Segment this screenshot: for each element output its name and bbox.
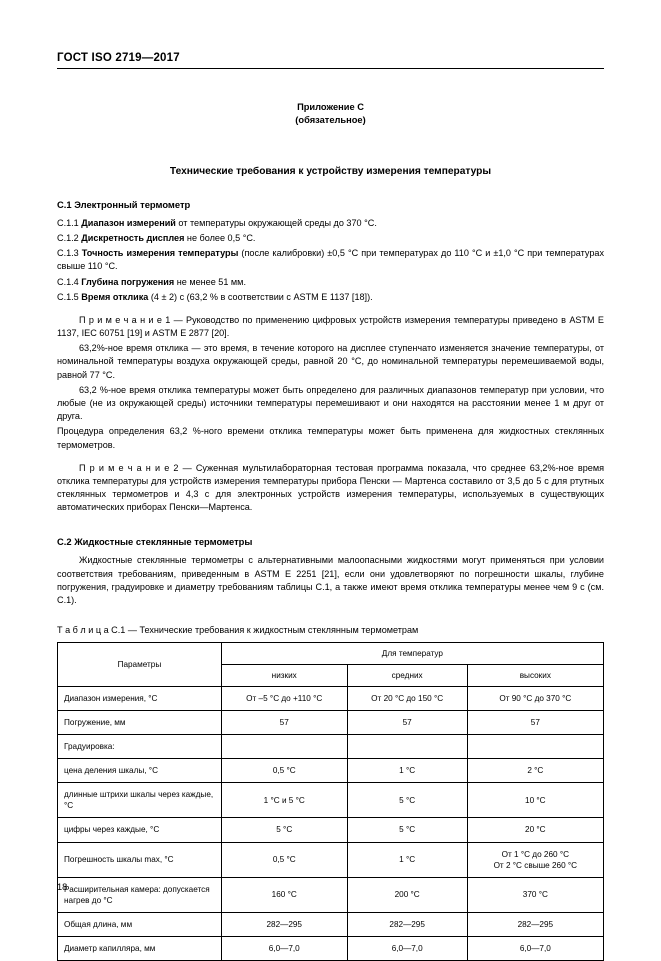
cell-value-high: 10 °С: [467, 783, 603, 818]
table-row: [58, 936, 604, 960]
clause-c1-3: С.1.3 Точность измерения температуры (после калибровки) ±0,5 °С при температурах до 110 °С и ±1,0 °С при температурах свыше 110 °С.: [57, 248, 605, 272]
cell-value-mid: 5 °С: [347, 818, 467, 842]
cell-value-mid: От 20 °С до 150 °С: [347, 687, 467, 711]
annex-subtitle: (обязательное): [295, 115, 366, 126]
annex-title: Приложение С: [297, 102, 364, 112]
clause-c1-4-term: Глубина погружения: [81, 276, 175, 287]
table-row: [58, 783, 604, 818]
table-header-col-high: высоких: [467, 665, 603, 687]
cell-value-mid: 200 °С: [347, 877, 467, 912]
clause-c1-1-term: Диапазон измерений: [81, 217, 176, 228]
paragraph-c1-b: 63,2 %-ное время отклика температуры может быть определено для различных диапазонов температур при условии, что любые (не из окружающей среды) источники температуры перемешивают и они находятся на расстоянии менее 1 м друг от друга.: [57, 384, 604, 422]
standard-header: ГОСТ ISO 2719—2017: [57, 52, 604, 69]
table-body: [58, 687, 604, 961]
cell-value-mid: 57: [347, 711, 467, 735]
clause-c1-5-term: Время отклика: [81, 291, 149, 302]
annex-label: [57, 101, 604, 128]
cell-value-low: 0,5 °С: [221, 842, 347, 877]
cell-param: Общая длина, мм: [58, 912, 222, 936]
cell-param: цифры через каждые, °С: [58, 818, 222, 842]
cell-value-high: 6,0—7,0: [467, 936, 603, 960]
cell-param: цена деления шкалы, °С: [58, 759, 222, 783]
section-heading-c1: С.1 Электронный термометр: [57, 198, 191, 210]
cell-value-mid: 282—295: [347, 912, 467, 936]
table-header-param: Параметры: [58, 643, 222, 687]
cell-value-high: [467, 842, 603, 877]
table-row: [58, 912, 604, 936]
cell-value-mid: 5 °С: [347, 783, 467, 818]
cell-value-low: 1 °С и 5 °С: [221, 783, 347, 818]
page-title: Технические требования к устройству измерения температуры: [169, 165, 492, 177]
cell-value-high: [467, 735, 603, 759]
cell-value-low: 282—295: [221, 912, 347, 936]
cell-value-low: 6,0—7,0: [221, 936, 347, 960]
clause-c1-1: С.1.1 Диапазон измерений от температуры окружающей среды до 370 °С.: [57, 217, 377, 228]
cell-value-high: 2 °С: [467, 759, 603, 783]
cell-value-low: 0,5 °С: [221, 759, 347, 783]
table-row: [58, 759, 604, 783]
clause-c1-4: С.1.4 Глубина погружения не менее 51 мм.: [57, 276, 246, 287]
clause-c1-2: С.1.2 Дискретность дисплея не более 0,5 °С.: [57, 233, 256, 244]
table-row: [58, 687, 604, 711]
requirements-table: [57, 642, 604, 961]
cell-value-low: 160 °С: [221, 877, 347, 912]
clause-c1-2-term: Дискретность дисплея: [81, 233, 185, 244]
cell-value-low: [221, 735, 347, 759]
cell-value-high-line1: От 1 °С до 260 °С: [501, 849, 570, 859]
note-2: П р и м е ч а н и е 2 — Суженная мультилабораторная тестовая программа показала, что среднее 63,2%-ное время отклика температуры для устройств измерения температуры прибора Пенски — Мартенса составило от 3,5 до 5 с для ртутных стеклянных термометров и 4,3 с для электронных устройств измерения температуры, используемых в существующих автоматических приборах Пенски—Мартенса.: [57, 462, 604, 513]
cell-param: длинные штрихи шкалы через каждые, °С: [58, 783, 222, 818]
note-1: П р и м е ч а н и е 1 — Руководство по применению цифровых устройств измерения температуры приведено в ASTM E 1137, IEC 60751 [19] и ASTM E 2877 [20].: [57, 314, 604, 339]
section-heading-c2: С.2 Жидкостные стеклянные термометры: [57, 536, 253, 548]
table-header-col-mid: средних: [347, 665, 467, 687]
clause-c1-3-term: Точность измерения температуры: [81, 248, 239, 259]
cell-param: Погружение, мм: [58, 711, 222, 735]
paragraph-c1-c: Процедура определения 63,2 %-ного времени отклика температуры может быть применена для жидкостных стеклянных термометров.: [57, 426, 604, 450]
clause-c1-5: С.1.5 Время отклика (4 ± 2) с (63,2 % в соответствии с ASTM E 1137 [18]).: [57, 291, 373, 302]
table-row: [58, 735, 604, 759]
cell-value-high: 370 °С: [467, 877, 603, 912]
cell-value-low: 57: [221, 711, 347, 735]
table-header-group: Для температур: [221, 643, 603, 665]
cell-value-high-line2: От 2 °С свыше 260 °С: [493, 860, 578, 870]
cell-value-high: 20 °С: [467, 818, 603, 842]
cell-value-mid: [347, 735, 467, 759]
table-row: [58, 711, 604, 735]
cell-value-mid: 1 °С: [347, 759, 467, 783]
table-row: [58, 877, 604, 912]
paragraph-c1-a: 63,2%-ное время отклика — это время, в течение которого на дисплее ступенчато изменяется значение температуры, от номинальной температуры воздуха окружающей среды, равной 20 °С, до номинальной температуры перемешиваемой воды, равной 77 °С.: [57, 343, 604, 380]
cell-value-mid: 6,0—7,0: [347, 936, 467, 960]
cell-param: Диаметр капилляра, мм: [58, 936, 222, 960]
cell-value-low: От –5 °С до +110 °С: [221, 687, 347, 711]
table-head: [58, 643, 604, 687]
table-caption: Т а б л и ц а С.1 — Технические требования к жидкостным стеклянным термометрам: [57, 625, 419, 636]
table-row: [58, 842, 604, 877]
cell-param: Расширительная камера: допускается нагрев до °С: [58, 877, 222, 912]
cell-value-high: 282—295: [467, 912, 603, 936]
cell-value-mid: 1 °С: [347, 842, 467, 877]
table-row: [58, 818, 604, 842]
page-number: 18: [57, 882, 68, 892]
page-content: [57, 52, 604, 961]
cell-value-low: 5 °С: [221, 818, 347, 842]
cell-param: Погрешность шкалы max, °С: [58, 842, 222, 877]
table-head-row-1: [58, 643, 604, 665]
cell-value-high: От 90 °С до 370 °С: [467, 687, 603, 711]
cell-param: Диапазон измерения, °С: [58, 687, 222, 711]
table-header-col-low: низких: [221, 665, 347, 687]
cell-value-high: 57: [467, 711, 603, 735]
paragraph-c2-a: Жидкостные стеклянные термометры с альтернативными малоопасными жидкостями могут применяться при условии соответствия требованиям, приведенным в ASTM E 2251 [21], если они удовлетворяют по погрешности шкалы, глубине погружения, градуировке и диаметру требованиям таблицы С.1, а также имеют время отклика температуры менее чем 9 с (см. С.1).: [57, 555, 604, 605]
cell-param: Градуировка:: [58, 735, 222, 759]
